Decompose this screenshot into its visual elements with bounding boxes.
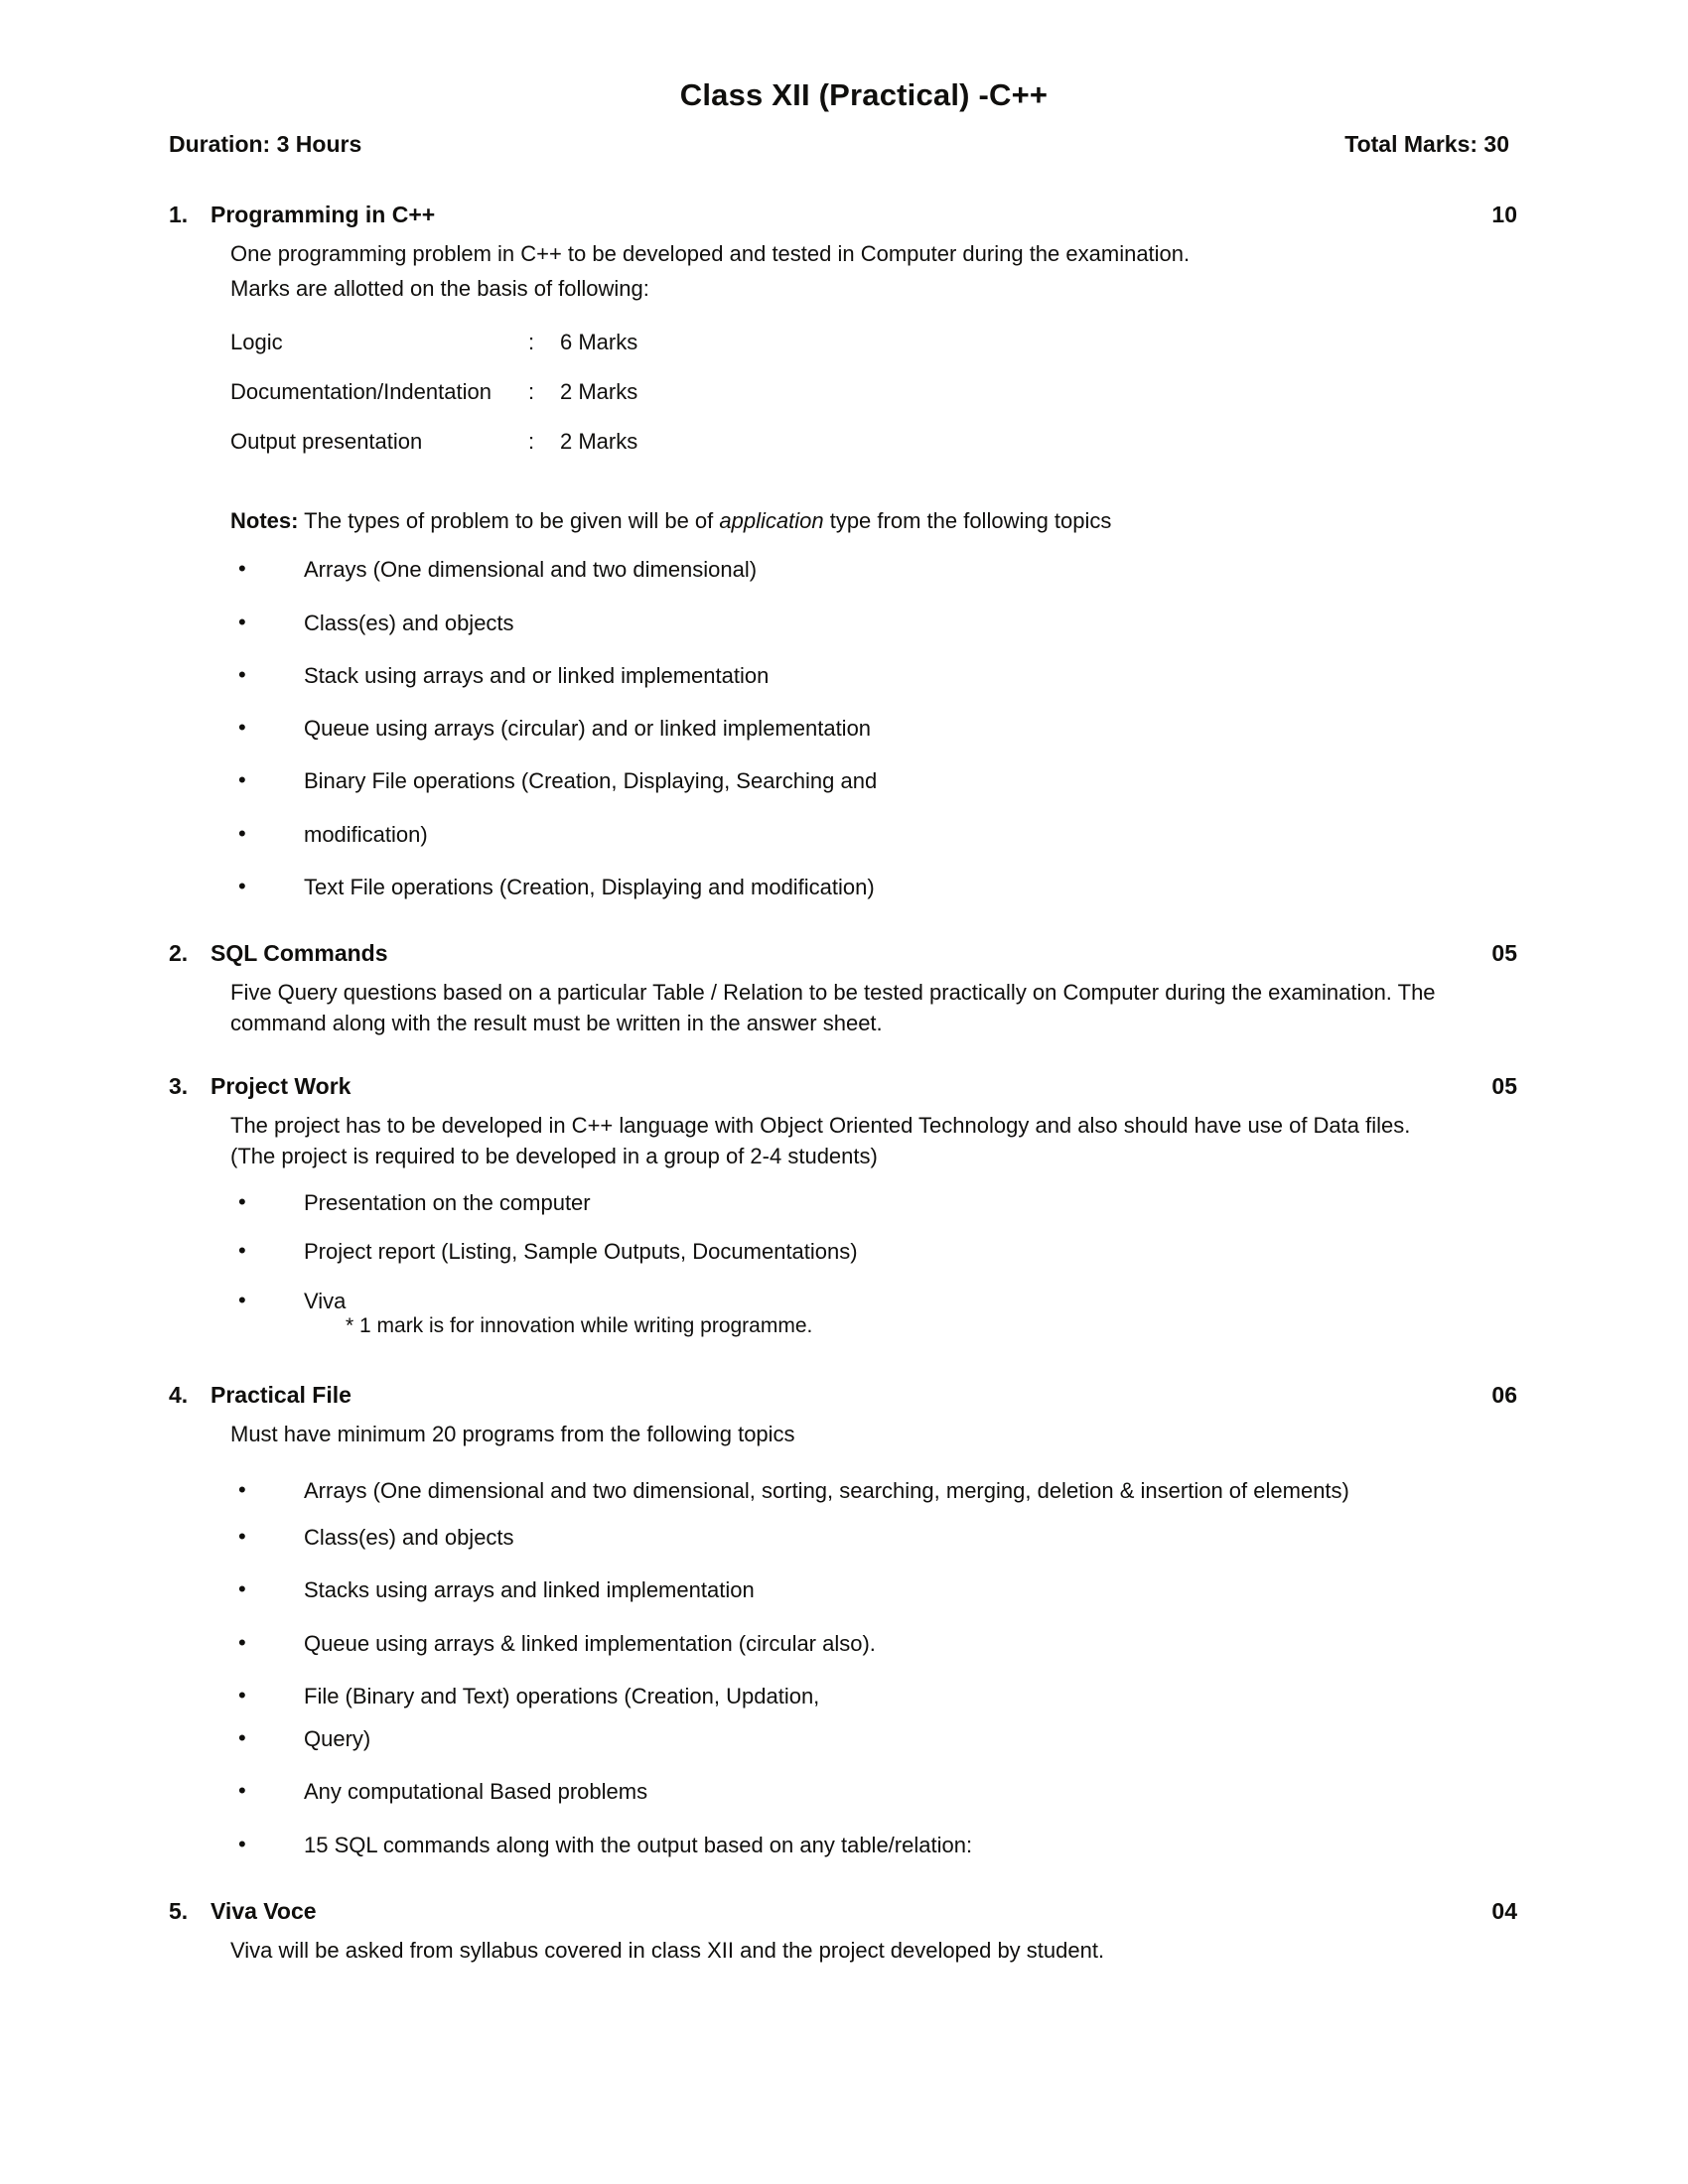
section-title: Programming in C++	[211, 202, 436, 227]
section-number: 2.	[169, 940, 189, 967]
spacer	[189, 1342, 1519, 1382]
spacer	[189, 924, 1519, 940]
list-item: • Arrays (One dimensional and two dimensional)	[230, 554, 1495, 585]
marks-item-value: 2 Marks	[560, 429, 638, 455]
section-heading	[169, 1897, 1519, 1925]
marks-item-value: 6 Marks	[560, 330, 638, 355]
marks-item-label: Output presentation	[230, 429, 423, 455]
section-heading	[169, 1381, 1519, 1409]
spacer	[189, 1043, 1519, 1073]
list-item: • Stacks using arrays and linked implementation	[230, 1574, 1495, 1605]
section-programming-in-cpp	[169, 202, 1519, 902]
list-item: • Arrays (One dimensional and two dimensional, sorting, searching, merging, deletion & insertion of elements)	[230, 1475, 1476, 1506]
list-item: • Queue using arrays & linked implementation (circular also).	[230, 1628, 1495, 1659]
notes-text-italic: application	[719, 508, 824, 534]
list-item: • Binary File operations (Creation, Displaying, Searching and	[230, 765, 1495, 796]
list-item: • Presentation on the computer	[230, 1187, 1495, 1218]
section-body: The project has to be developed in C++ language with Object Oriented Technology and also should have use of Data files. (The project is required to be developed in a group of 2-4 students)	[230, 1112, 1411, 1168]
list-item: • Project report (Listing, Sample Outputs, Documentations)	[230, 1236, 1495, 1267]
section-heading	[169, 202, 1519, 228]
section-sql-commands	[169, 940, 1519, 1038]
section-body: Viva will be asked from syllabus covered in class XII and the project developed by student.	[230, 1937, 1105, 1963]
section-3-bullet-list	[189, 1187, 1519, 1316]
list-item: • 15 SQL commands along with the output based on any table/relation:	[230, 1830, 1495, 1860]
list-item: • Any computational Based problems	[230, 1776, 1495, 1807]
marks-item-value: 2 Marks	[560, 379, 638, 405]
marks-item-colon: :	[528, 429, 535, 455]
section-title: SQL Commands	[211, 940, 388, 967]
marks-item-colon: :	[528, 330, 535, 355]
list-item: • Stack using arrays and or linked implementation	[230, 660, 1495, 691]
marks-item-label: Logic	[230, 330, 283, 355]
section-heading	[169, 1072, 1519, 1100]
section-title: Practical File	[211, 1381, 352, 1408]
section-marks: 05	[1491, 1072, 1517, 1099]
section-viva-voce	[169, 1897, 1519, 1966]
list-item: • Class(es) and objects	[230, 1522, 1495, 1553]
section-number: 5.	[169, 1897, 189, 1924]
section-body: Must have minimum 20 programs from the following topics	[230, 1421, 795, 1446]
exam-meta-row	[169, 131, 1519, 158]
section-number: 3.	[169, 1072, 189, 1099]
marks-item-colon: :	[528, 379, 535, 405]
section-practical-file	[169, 1381, 1519, 1860]
section-intro-line-1: One programming problem in C++ to be developed and tested in Computer during the examination.	[230, 241, 1191, 266]
marks-item-label: Documentation/Indentation	[230, 379, 492, 405]
table-row	[230, 429, 1519, 455]
section-body: Five Query questions based on a particular Table / Relation to be tested practically on Computer during the examination. The command along with the result must be written in the answer sheet.	[230, 980, 1436, 1036]
section-title: Project Work	[211, 1072, 352, 1099]
notes-line	[189, 508, 1519, 534]
list-item: • Class(es) and objects	[230, 608, 1495, 638]
list-item: • Queue using arrays (circular) and or linked implementation	[230, 713, 1495, 744]
table-row	[230, 379, 1519, 405]
section-marks: 10	[1491, 202, 1517, 227]
list-item: • Text File operations (Creation, Displaying and modification)	[230, 872, 1495, 902]
section-title: Viva Voce	[211, 1897, 317, 1924]
list-item-continuation: • modification)	[230, 819, 1495, 850]
innovation-note: * 1 mark is for innovation while writing programme.	[346, 1313, 813, 1337]
list-item: • Viva	[230, 1286, 1495, 1316]
marks-breakdown-table	[189, 330, 1519, 455]
list-item-continuation: • Query)	[230, 1723, 1495, 1754]
section-4-bullet-list	[189, 1475, 1519, 1860]
total-marks-label: Total Marks: 30	[1344, 131, 1509, 157]
notes-label: Notes:	[230, 508, 299, 534]
notes-text-pre: The types of problem to be given will be of	[298, 508, 720, 534]
table-row	[230, 330, 1519, 355]
spacer	[189, 1882, 1519, 1898]
section-marks: 05	[1491, 940, 1517, 967]
section-marks: 04	[1491, 1897, 1517, 1924]
notes-text-post: type from the following topics	[823, 508, 1112, 534]
section-heading	[169, 940, 1519, 967]
section-marks: 06	[1491, 1381, 1517, 1408]
section-intro-line-2: Marks are allotted on the basis of following:	[230, 276, 649, 302]
section-1-bullet-list	[189, 554, 1519, 902]
duration-label: Duration: 3 Hours	[169, 131, 362, 157]
section-number: 4.	[169, 1381, 189, 1408]
section-project-work	[169, 1072, 1519, 1338]
list-item: • File (Binary and Text) operations (Creation, Updation,	[230, 1681, 1495, 1711]
section-number: 1.	[169, 202, 189, 227]
page-title: Class XII (Practical) -C++	[679, 77, 1049, 112]
